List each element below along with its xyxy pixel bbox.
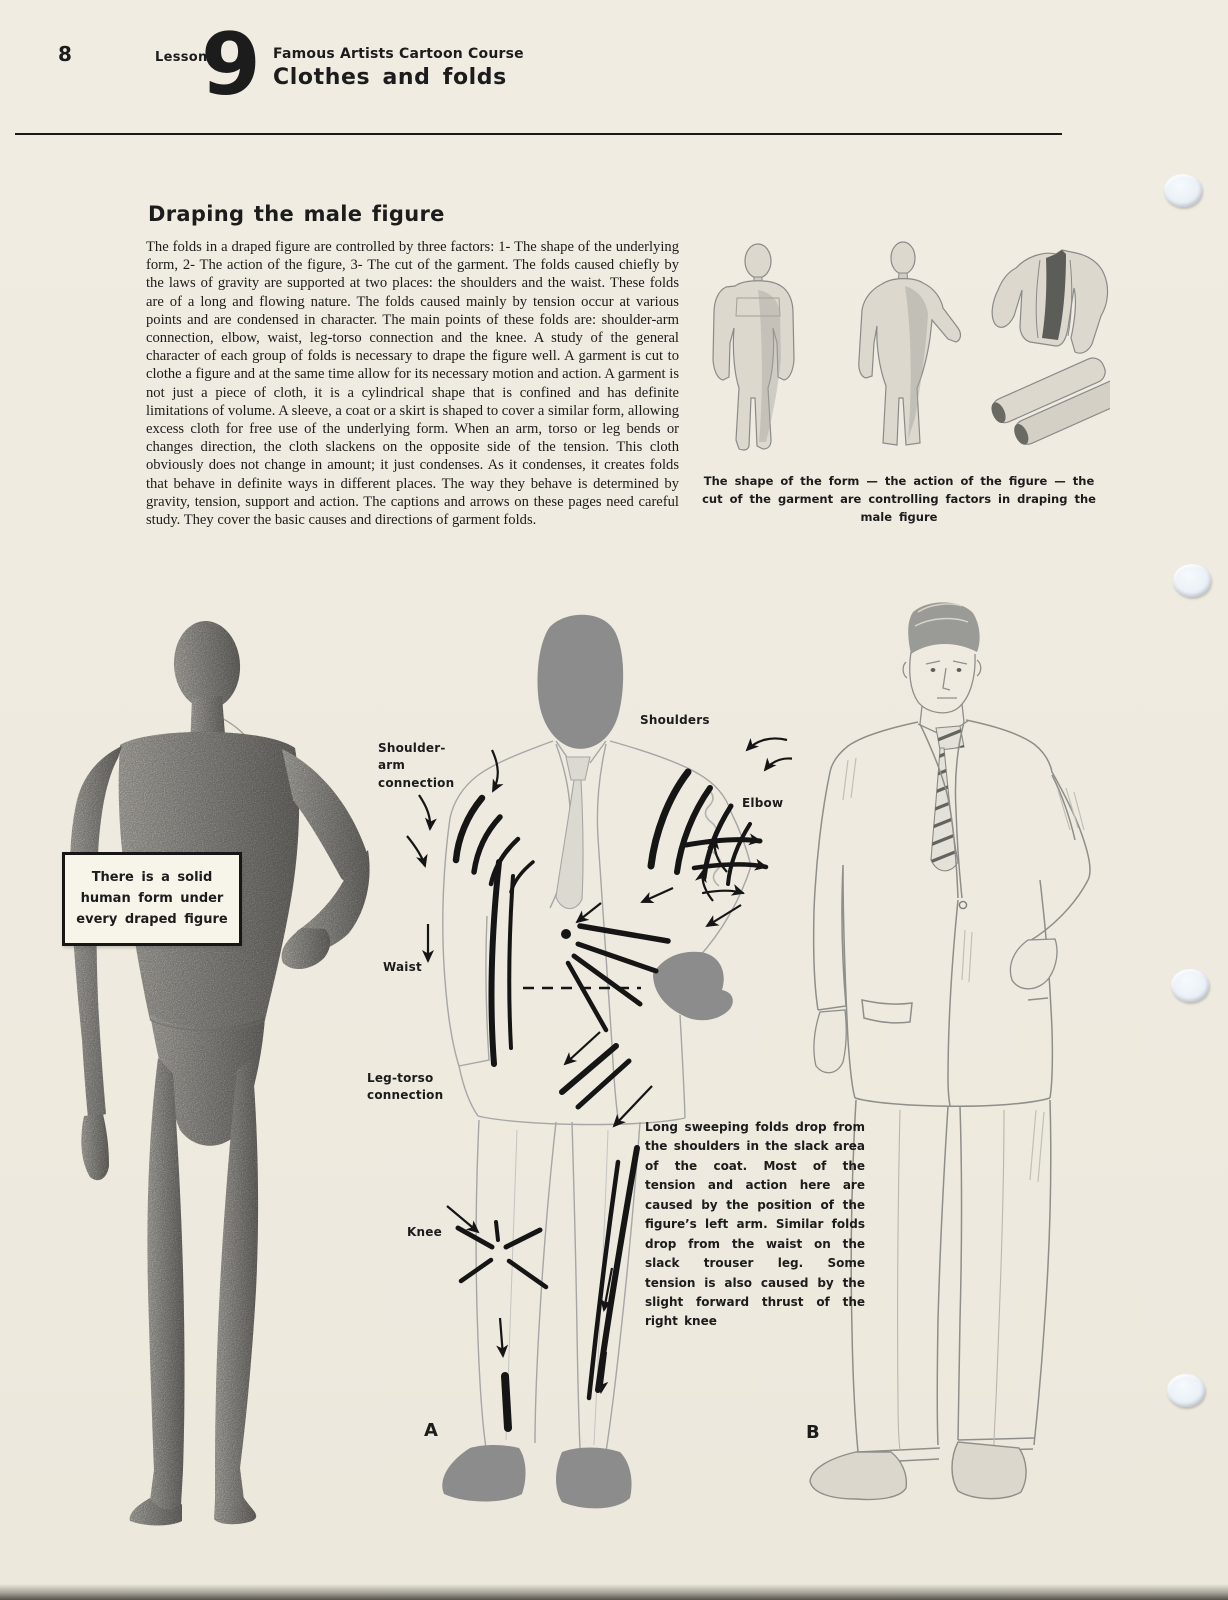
jacket-outline	[814, 720, 1090, 1106]
trouser-crease	[898, 1110, 1004, 1450]
trousers-sketch	[988, 350, 1110, 453]
trousers-outline	[851, 1100, 1051, 1463]
striped-tie	[925, 725, 975, 881]
hand-silhouette	[653, 952, 733, 1021]
label-elbow: Elbow	[742, 796, 784, 810]
punch-hole	[1164, 174, 1202, 207]
course-title: Famous Artists Cartoon Course	[273, 46, 524, 62]
figure-a-letter: A	[424, 1420, 438, 1441]
solid-form-note-text: There is a solid human form under every draped figure	[76, 870, 228, 927]
fold-annotation: Long sweeping folds drop from the shoulders in the slack area of the coat. Most of the tension and action here are caused by the position of the figure’s left arm. Similar folds drop from the waist on the slack trouser leg. Some tension is also caused by the slight forward thrust of the right knee	[645, 1120, 865, 1329]
label-leg-torso: Leg-torso connection	[367, 1071, 444, 1103]
label-waist: Waist	[383, 960, 422, 974]
solid-form-note-box	[62, 852, 242, 946]
jacket-button	[959, 901, 966, 908]
page-bottom-edge	[0, 1584, 1228, 1600]
punch-hole	[1171, 969, 1209, 1002]
suited-man-illustration	[785, 595, 1145, 1525]
hands	[814, 939, 1057, 1073]
button-point	[561, 929, 571, 939]
elbow-tension-strokes	[686, 840, 766, 893]
lesson-title: Clothes and folds	[273, 65, 507, 90]
hair	[908, 602, 979, 654]
label-shoulders: Shoulders	[640, 713, 710, 727]
sketch-caption: The shape of the form — the action of the figure — the cut of the garment are controlling factors in draping the male figure	[702, 474, 1096, 524]
tie	[556, 757, 590, 909]
figure-b-letter: B	[806, 1422, 820, 1443]
punch-hole	[1167, 1374, 1205, 1407]
page-number: 8	[58, 42, 72, 66]
face	[903, 652, 981, 713]
form-action-cut-sketch	[700, 238, 1110, 473]
head-silhouette	[537, 615, 623, 749]
label-knee: Knee	[407, 1225, 442, 1239]
garment-sketch	[988, 250, 1110, 453]
masthead-titles	[273, 46, 524, 90]
punch-hole	[1173, 564, 1211, 597]
solid-form-mannequin	[60, 610, 400, 1530]
left-shoe-silhouette	[442, 1445, 525, 1502]
lesson-number: 9	[201, 15, 259, 115]
shoes	[810, 1442, 1026, 1500]
form-mannequin-sketch	[713, 244, 794, 450]
header-divider	[15, 133, 1062, 135]
action-figure-sketch	[859, 242, 961, 445]
body-paragraph: The folds in a draped figure are controlled by three factors: 1- The shape of the underlying form, 2- The action of the figure, 3- The cut of the garment. The folds caused chiefly by the laws of gravity are supported at two places: the shoulders and the waist. These folds are of a long and flowing nature. The folds caused mainly by tension occur at various points and are condensed in character. The main points of these folds are: shoulder-arm connection, elbow, waist, leg-torso connection and the knee. A study of the general character of each group of folds is necessary to drape the figure well. A garment is cut to clothe a figure and at the same time allow for its necessary motion and action. A garment is not just a piece of cloth, it is a cylindrical shape that is confined and has definite limitations of volume. A sleeve, a coat or a skirt is shaped to cover a similar form, allowing excess cloth for free use of the underlying form. When an arm, torso or leg bends or changes direction, the cloth slackens on the opposite side of the tension. This cloth obviously does not change in amount; it just condenses. As it condenses, it creates folds that behave in definite ways in different places. The way they behave is determined by gravity, tension, support and action. The captions and arrows on these pages need careful study. They cover the basic causes and directions of garment folds.	[146, 239, 679, 529]
section-heading: Draping the male figure	[148, 202, 445, 226]
trouser-creases	[506, 1130, 608, 1445]
lesson-label: Lesson	[155, 50, 208, 65]
right-shoe-silhouette	[556, 1448, 632, 1509]
label-shoulder-arm: Shoulder-arm connection	[378, 741, 455, 790]
